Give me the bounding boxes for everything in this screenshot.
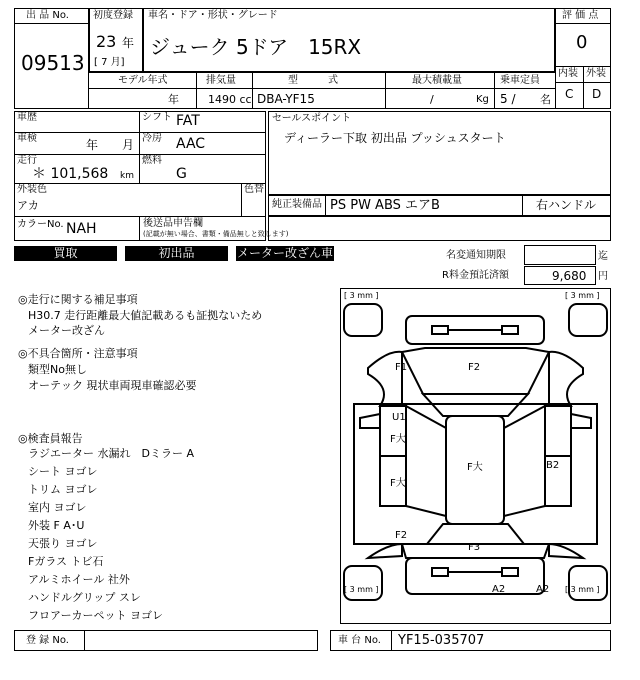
front-light-right [502,326,518,334]
rear-bumper [406,558,544,594]
door-front-right [545,406,571,456]
capacity: 5 / [500,92,516,106]
model-type: DBA-YF15 [257,92,315,106]
damage-mark: A2 [536,584,550,595]
rear-light-left [432,568,448,576]
exterior-grade: D [592,87,602,101]
damage-mark: F1 [395,362,408,373]
shift-value: FAT [176,113,200,129]
tire-tread-front-right: [ 3 mm ] [565,291,600,300]
car-name-label: 車名・ドア・形状・グレード [148,10,278,21]
defect-notes-title: ◎不具合箇所・注意事項 [18,347,138,360]
car-name: ジューク 5ドア 15RX [150,35,362,59]
equipment: PS PW ABS エアB [330,198,440,213]
tire-tread-rear-left: [ 3 mm ] [344,585,379,594]
ext-color: アカ [17,199,39,212]
score-label: 評 価 点 [562,10,599,21]
damage-mark: F大 [390,478,406,489]
tire-tread-rear-right: [ 3 mm ] [565,585,600,594]
first-reg-label: 初度登録 [93,10,133,21]
tag-odometer-tampered: メーター改ざん車 [236,246,333,260]
steering: 右ハンドル [536,198,597,212]
quarter-rear-left [368,544,402,558]
first-reg-month: [ 7 月] [94,57,125,68]
wheel-front-left [344,304,382,336]
damage-mark: A2 [492,584,506,595]
damage-mark: F大 [467,462,483,473]
damage-mark: F2 [395,530,408,541]
quarter-rear-right [549,544,583,558]
wheel-front-right [569,304,607,336]
tire-tread-front-left: [ 3 mm ] [344,291,379,300]
rear-light-right [502,568,518,576]
tag-purchase: 買取 [14,246,117,261]
fender-front-left [368,352,402,406]
damage-mark: F3 [468,542,481,553]
damage-mark: F2 [468,362,481,373]
front-light-left [432,326,448,334]
lot-label: 出 品 No. [26,10,69,21]
driving-notes-title: ◎走行に関する補足事項 [18,293,138,306]
first-reg-year: 23 [96,32,117,51]
score-value: 0 [576,32,588,53]
displacement: 1490 cc [208,93,252,106]
fuel: G [176,166,187,182]
notice-deadline-box [524,245,596,265]
inspector-report-title: ◎検査員報告 [18,432,83,445]
ac-value: AAC [176,136,206,152]
rear-window [427,524,524,544]
lot-number: 09513 [21,51,85,75]
damage-mark: U1 [392,412,406,423]
damage-mark: F大 [390,434,406,445]
wheel-rear-right [569,566,607,600]
chassis-number: YF15-035707 [398,633,485,648]
fender-front-right [549,352,583,406]
mileage: ＊ 101,568 [32,166,109,182]
interior-grade: C [565,87,574,101]
color-no: NAH [66,221,97,237]
mirror-left [360,414,380,428]
tag-first-listing: 初出品 [125,246,228,261]
recycle-fee: 9,680 [552,269,587,283]
wheel-rear-left [344,566,382,600]
sales-point: ディーラー下取 初出品 プッシュスタート [284,131,506,145]
car-damage-diagram [340,288,611,624]
damage-mark: B2 [546,460,560,471]
mirror-right [571,414,591,428]
